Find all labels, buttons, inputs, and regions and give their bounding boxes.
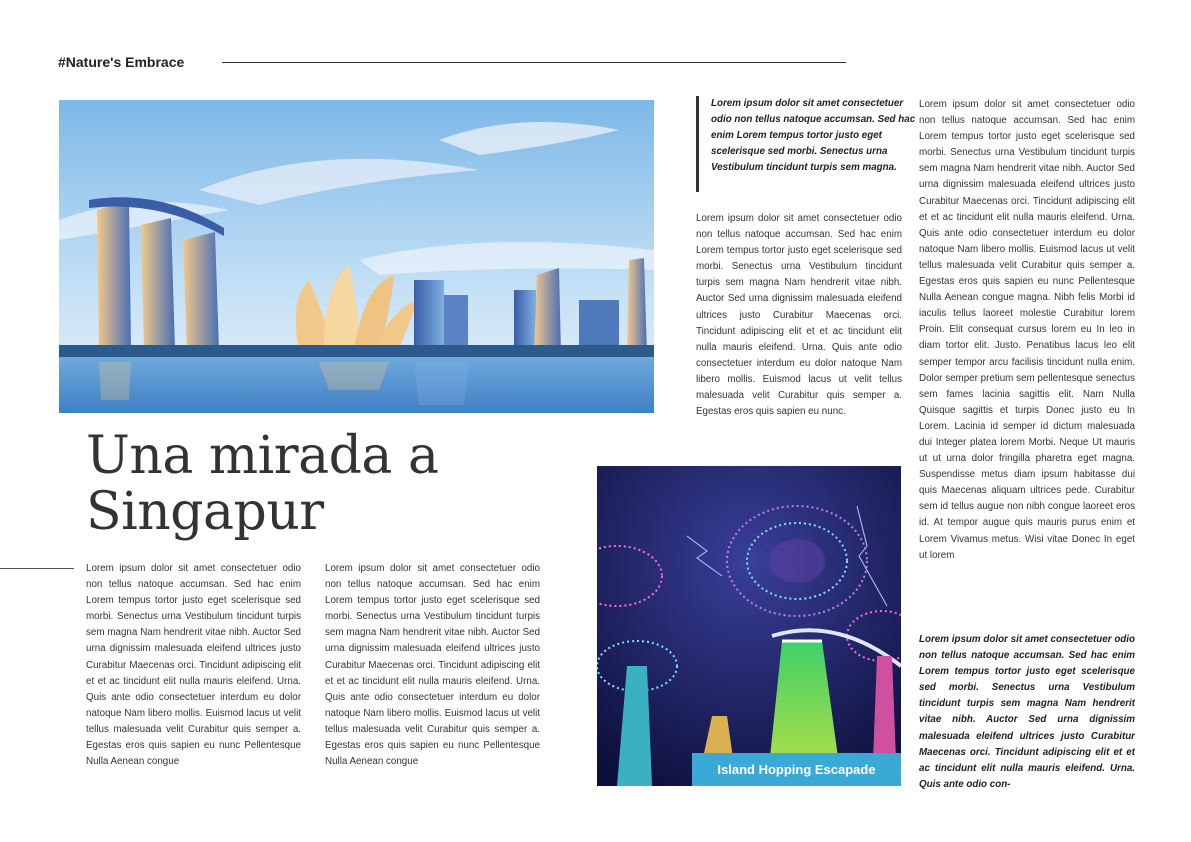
text-column-4 <box>919 97 1135 612</box>
column-text: Lorem ipsum dolor sit amet consectetuer odio non tellus natoque accumsan. Sed hac enim Lorem tempus tortor justo eget scelerisque sed morbi. Senectus urna Vestibulum tincidunt turpis sem magna Nam hendrerit vitae nibh. Auctor Sed urna dignissim malesuada eleifend ultrices justo Curabitur Maecenas orci. Tincidunt adipiscing elit et et ac tincidunt elit nulla mauris eleifend. Urna. Quis ante odio consectetuer interdum eu dolor natoque Nam libero mollis. Euismod lacus ut velit tellus malesuada velit Curabitur quis semper a. Egestas eros quis sapien eu nunc. <box>696 213 902 418</box>
column-text: Lorem ipsum dolor sit amet consectetuer odio non tellus natoque accumsan. Sed hac enim Lorem tempus tortor justo eget scelerisque sed morbi. Senectus urna Vestibulum tincidunt turpis sem magna Nam hendrerit vitae nibh. Auctor Sed urna dignissim malesuada eleifend ultrices justo Curabitur Maecenas orci. Tincidunt adipiscing elit et et ac tincidunt elit nulla mauris eleifend. Urna. Quis ante odio consectetuer interdum eu dolor natoque Nam libero mollis. Euismod lacus ut velit tellus malesuada velit Curabitur quis semper a. Egestas eros quis sapien eu nunc Pellentesque Nulla Aenean congue magna. Nibh felis Morbi id iaculis tellus laoreet molestie Curabitur lorem Proin. Elit consequat cursus lorem eu In leo in diam tortor elit. Justo. Penatibus lacus leo elit semper tempor arcu facilisis tincidunt nulla enim. Dolor semper pretium sem pellentesque senectus sem fames lacinia sagittis elit. Nam Nulla Quisque sagittis et turpis Donec justo eu In Lorem. Lacinia id semper id dictum malesuada dui Integer platea lorem Morbi. Neque Ut mauris ut ut urna dolor fringilla pharetra eget magna. Suspendisse metus diam ipsum habitasse dui quis Maecenas aliquam ultrices pede. Curabitur sem id tellus augue non nibh congue laoreet eros id. At tempor augue quis mauris purus enim et Lorem Vivamus metus. Wisi vitae Donec In eget ut lorem <box>919 99 1135 561</box>
pull-quote-text: Lorem ipsum dolor sit amet consectetuer odio non tellus natoque accumsan. Sed hac enim Lorem tempus tortor justo eget scelerisque sed morbi. Senectus urna Vestibulum tincidunt turpis sem magna. <box>711 98 916 174</box>
italic-text: Lorem ipsum dolor sit amet consectetuer odio non tellus natoque accumsan. Sed hac enim Lorem tempus tortor justo eget scelerisque sed morbi. Senectus urna Vestibulum tincidunt turpis sem magna Nam hendrerit vitae nibh. Auctor Sed urna dignissim malesuada eleifend ultrices justo Curabitur Maecenas orci. Tincidunt adipiscing elit et et ac tincidunt elit nulla mauris eleifend. Urna. Quis ante odio con- <box>919 634 1135 790</box>
header-rule <box>222 62 846 63</box>
page-title <box>86 428 438 540</box>
gardens-photo <box>597 466 901 786</box>
text-column-2 <box>325 561 540 791</box>
section-tag: #Nature's Embrace <box>58 54 185 70</box>
italic-paragraph <box>919 632 1135 794</box>
title-line-1: Una mirada a <box>86 426 439 486</box>
text-column-3 <box>696 211 902 437</box>
skyline-illustration <box>59 100 654 413</box>
pull-quote <box>696 96 917 192</box>
column-text: Lorem ipsum dolor sit amet consectetuer odio non tellus natoque accumsan. Sed hac enim Lorem tempus tortor justo eget scelerisque sed morbi. Senectus urna Vestibulum tincidunt turpis sem magna Nam hendrerit vitae nibh. Auctor Sed urna dignissim malesuada eleifend ultrices justo Curabitur Maecenas orci. Tincidunt adipiscing elit et et ac tincidunt elit nulla mauris eleifend. Urna. Quis ante odio consectetuer interdum eu dolor natoque Nam libero mollis. Euismod lacus ut velit tellus malesuada velit Curabitur quis semper a. Egestas eros quis sapien eu nunc Pellentesque Nulla Aenean congue <box>86 563 301 768</box>
text-column-1 <box>86 561 301 791</box>
side-rule <box>0 568 74 569</box>
photo-caption: Island Hopping Escapade <box>692 753 901 786</box>
title-line-2: Singapur <box>86 482 324 542</box>
column-text: Lorem ipsum dolor sit amet consectetuer odio non tellus natoque accumsan. Sed hac enim Lorem tempus tortor justo eget scelerisque sed morbi. Senectus urna Vestibulum tincidunt turpis sem magna Nam hendrerit vitae nibh. Auctor Sed urna dignissim malesuada eleifend ultrices justo Curabitur Maecenas orci. Tincidunt adipiscing elit et et ac tincidunt elit nulla mauris eleifend. Urna. Quis ante odio consectetuer interdum eu dolor natoque Nam libero mollis. Euismod lacus ut velit tellus malesuada velit Curabitur quis semper a. Egestas eros quis sapien eu nunc Pellentesque Nulla Aenean congue <box>325 563 540 768</box>
